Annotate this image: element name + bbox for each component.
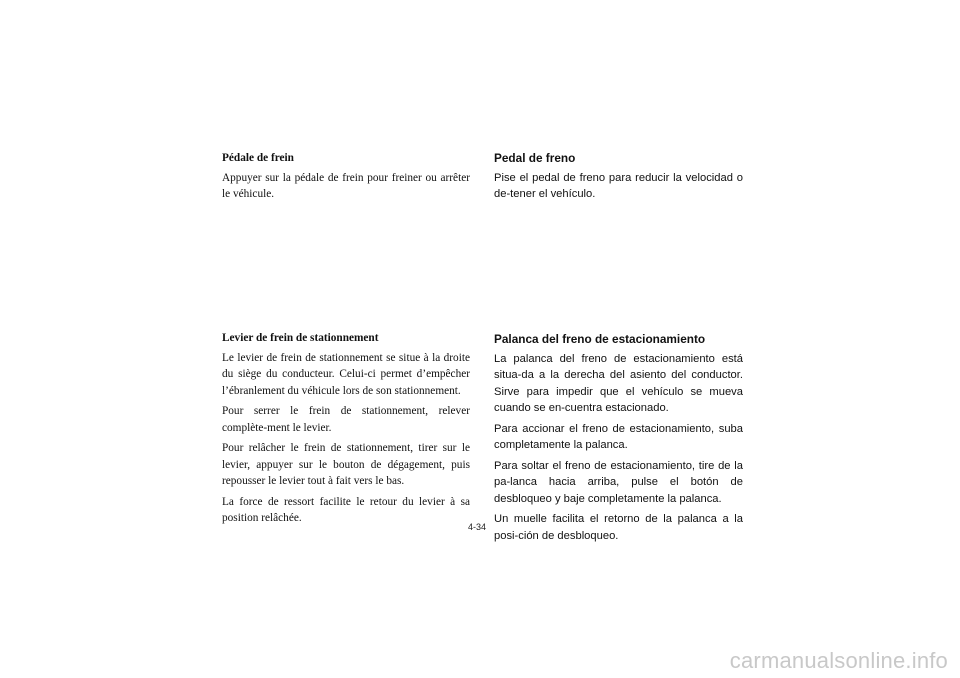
fr-parking-brake-paragraph: Pour serrer le frein de stationnement, relever complète-ment le levier. <box>222 405 470 434</box>
es-brake-pedal-heading: Pedal de freno <box>494 151 576 165</box>
es-parking-brake-section <box>494 331 743 548</box>
page-number: 4-34 <box>468 522 487 532</box>
es-parking-brake-paragraph: La palanca del freno de estacionamiento está situa-da a la derecha del asiento del conductor. Sirve para impedir que el vehículo se mueva cuando se en-cuentra estacionado. <box>494 352 743 414</box>
fr-parking-brake-heading: Levier de frein de stationnement <box>222 332 379 344</box>
fr-parking-brake-section <box>222 330 470 531</box>
fr-brake-pedal-paragraph: Appuyer sur la pédale de frein pour freiner ou arrêter le véhicule. <box>222 171 470 200</box>
es-parking-brake-paragraph: Para accionar el freno de estacionamiento, suba completamente la palanca. <box>494 422 743 451</box>
es-parking-brake-paragraph: Para soltar el freno de estacionamiento, tire de la pa-lanca hacia arriba, pulse el botón de desbloqueo y baje completamente la palanca. <box>494 459 743 505</box>
es-brake-pedal-section <box>494 150 743 207</box>
fr-parking-brake-paragraph: Le levier de frein de stationnement se situe à la droite du siège du conducteur. Celui-ci permet d’empêcher l’ébranlement du véhicule lors de son stationnement. <box>222 351 470 397</box>
fr-parking-brake-paragraph: La force de ressort facilite le retour du levier à sa position relâchée. <box>222 495 470 524</box>
es-parking-brake-paragraph: Un muelle facilita el retorno de la palanca a la posi-ción de desbloqueo. <box>494 513 743 542</box>
fr-brake-pedal-heading: Pédale de frein <box>222 152 294 164</box>
watermark-text: carmanualsonline.info <box>729 648 948 673</box>
es-brake-pedal-paragraph: Pise el pedal de freno para reducir la velocidad o de-tener el vehículo. <box>494 171 743 200</box>
fr-parking-brake-paragraph: Pour relâcher le frein de stationnement, tirer sur le levier, appuyer sur le bouton de dégagement, puis repousser le levier tout à fait vers le bas. <box>222 442 470 487</box>
es-parking-brake-heading: Palanca del freno de estacionamiento <box>494 332 706 346</box>
fr-brake-pedal-section <box>222 150 470 207</box>
